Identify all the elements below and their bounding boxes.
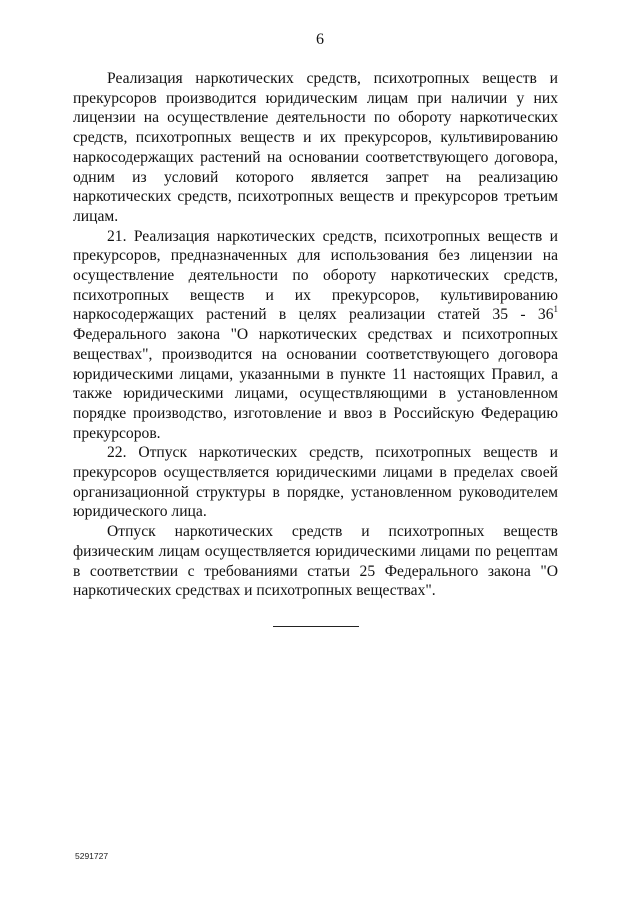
paragraph-21-precursor-sale <box>73 227 558 444</box>
end-of-text-divider <box>273 626 359 627</box>
paragraph-21-text-end: Федерального закона "О наркотических средствах и психотропных веществах", производится на основании соответствующего договора юридическими лицами, указанными в пункте 11 настоящих Правил, а также юридическими лицами, осуществляющими в установленном порядке производство, изготовление и ввоз в Российскую Федерацию прекурсоров. <box>73 326 558 442</box>
article-superscript: 1 <box>553 304 558 315</box>
paragraph-sale-to-legal-entities: Реализация наркотических средств, психотропных веществ и прекурсоров производится юридическим лицам при наличии у них лицензии на осуществление деятельности по обороту наркотических средств, психотропных веществ и их прекурсоров, культивированию наркосодержащих растений на основании соответствующего договора, одним из условий которого является запрет на реализацию наркотических средств, психотропных веществ и прекурсоров третьим лицам. <box>73 70 558 225</box>
document-body <box>73 69 558 601</box>
document-code: 5291727 <box>75 851 109 861</box>
paragraph-21-text-start: 21. Реализация наркотических средств, психотропных веществ и прекурсоров, предназначенных для использования без лицензии на осуществление деятельности по обороту наркотических средств, психотропных веществ и их прекурсоров, культивированию наркосодержащих растений в целях реализации статей 35 - 36 <box>73 227 558 324</box>
paragraph-22-release: 22. Отпуск наркотических средств, психотропных веществ и прекурсоров осуществляется юридическими лицами в пределах своей организационной структуры в порядке, установленном руководителем юридического лица. <box>73 444 558 521</box>
page-number: 6 <box>316 31 324 48</box>
paragraph-release-to-individuals: Отпуск наркотических средств и психотропных веществ физическим лицам осуществляется юридическими лицами по рецептам в соответствии с требованиями статьи 25 Федерального закона "О наркотических средствах и психотропных веществах". <box>73 523 558 600</box>
